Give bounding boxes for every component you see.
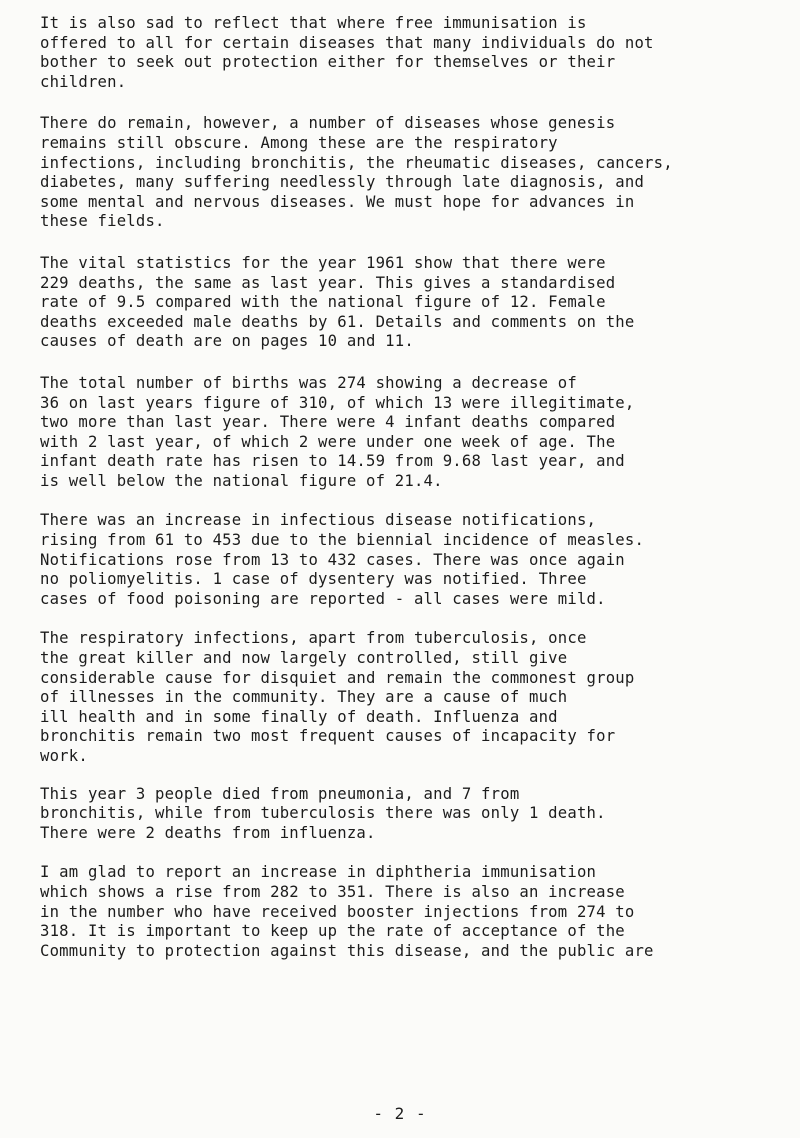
paragraph-diphtheria-immunisation: I am glad to report an increase in diphtheria immunisation which shows a rise from 282 to 351. There is also an increase in the number who have received booster injections from 274 to 318. It is important to keep up the rate of acceptance of the Community to protection against this disease, and the public are [40,863,654,960]
paragraph-births: The total number of births was 274 showing a decrease of 36 on last years figure of 310, of which 13 were illegitimate, two more than last year. There were 4 infant deaths compared with 2 last year, of which 2 were under one week of age. The infant death rate has risen to 14.59 from 9.68 last year, and is well below the national figure of 21.4. [40,373,635,490]
paragraph-immunisation-intro: It is also sad to reflect that where free immunisation is offered to all for certain diseases that many individuals do not bother to seek out protection either for themselves or their children. [40,14,654,91]
document-page [40,14,780,961]
page-number: - 2 - [373,1104,427,1123]
paragraph-respiratory-infections: The respiratory infections, apart from tuberculosis, once the great killer and now largely controlled, still give considerable cause for disquiet and remain the commonest group of illnesses in the community. They are a cause of much ill health and in some finally of death. Influenza and bronchitis remain two most frequent causes of incapacity for work. [40,629,635,765]
paragraph-infectious-diseases: There was an increase in infectious disease notifications, rising from 61 to 453 due to the biennial incidence of measles. Notifications rose from 13 to 432 cases. There was once again no poliomyelitis. 1 case of dysentery was notified. Three cases of food poisoning are reported - all cases were mild. [40,511,645,608]
paragraph-obscure-diseases: There do remain, however, a number of diseases whose genesis remains still obscure. Among these are the respiratory infections, including bronchitis, the rheumatic diseases, cancers, diabetes, many suffering needlessly through late diagnosis, and some mental and nervous diseases. We must hope for advances in these fields. [40,114,673,231]
paragraph-vital-statistics: The vital statistics for the year 1961 show that there were 229 deaths, the same as last year. This gives a standardised rate of 9.5 compared with the national figure of 12. Female deaths exceeded male deaths by 61. Details and comments on the causes of death are on pages 10 and 11. [40,253,635,351]
paragraph-deaths-by-cause: This year 3 people died from pneumonia, and 7 from bronchitis, while from tuberculosis there was only 1 death. There were 2 deaths from influenza. [40,784,606,842]
